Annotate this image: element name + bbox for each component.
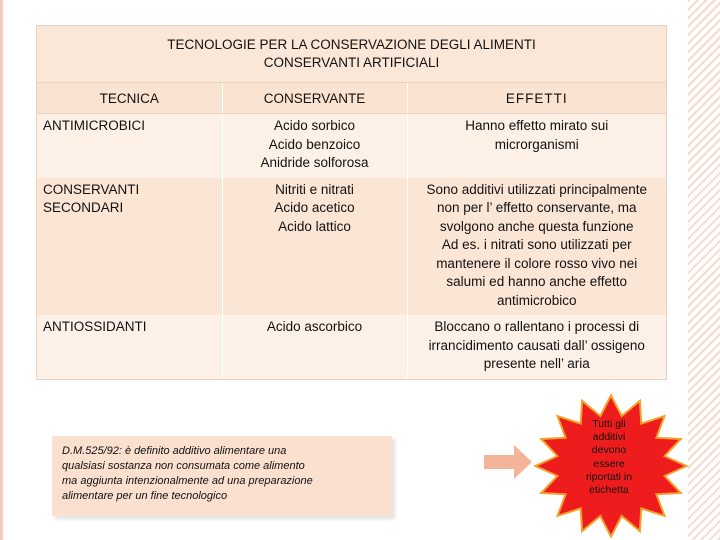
tecnica-cell xyxy=(37,178,222,316)
callout-line: Tutti gli xyxy=(592,418,626,430)
cell-line: Acido acetico xyxy=(274,200,355,215)
callout-line: etichetta xyxy=(589,484,629,497)
cell-line: Acido benzoico xyxy=(268,136,361,152)
definition-line: alimentare per un fine tecnologico xyxy=(62,490,228,502)
definition-line: ma aggiunta intenzionalmente ad una preparazione xyxy=(62,475,313,487)
cell-line: mantenere il colore rosso vivo nei xyxy=(436,255,638,271)
callout-line: additivi xyxy=(592,431,626,444)
cell-line: salumi ed hanno anche effetto xyxy=(446,274,628,289)
header-conservante: CONSERVANTE xyxy=(222,83,407,114)
conservante-cell xyxy=(222,114,407,178)
tecnica-cell xyxy=(37,114,222,178)
callout-line: riportati in xyxy=(585,470,633,483)
table-row xyxy=(37,114,666,178)
definition-box xyxy=(52,436,392,516)
conservante-cell xyxy=(222,315,407,379)
cell-line: Acido ascorbico xyxy=(266,319,363,334)
header-tecnica: TECNICA xyxy=(37,83,222,114)
cell-line: Anidride solforosa xyxy=(260,155,369,170)
table-row xyxy=(37,315,666,379)
cell-line: microrganismi xyxy=(494,136,579,152)
header-row xyxy=(37,83,666,114)
data-table xyxy=(37,83,666,379)
cell-line: CONSERVANTI xyxy=(43,181,140,197)
left-edge-decoration xyxy=(0,0,3,540)
effetti-cell xyxy=(407,114,666,178)
tecnica-cell xyxy=(37,315,222,379)
cell-line: presente nell’ aria xyxy=(483,356,590,371)
conservation-table xyxy=(36,25,667,380)
definition-line: qualsiasi sostanza non consumata come alimento xyxy=(62,460,305,472)
effetti-cell xyxy=(407,315,666,379)
cell-line: Hanno effetto mirato sui xyxy=(465,118,609,133)
table-title xyxy=(37,26,666,83)
title-line-1: TECNOLOGIE PER LA CONSERVAZIONE DEGLI ALIMENTI xyxy=(167,37,536,52)
cell-line: Bloccano o rallentano i processi di xyxy=(434,319,640,334)
cell-line: svolgono anche questa funzione xyxy=(439,218,634,234)
arrow-right-icon xyxy=(484,445,532,479)
cell-line: Nitriti e nitrati xyxy=(275,181,354,197)
callout-text xyxy=(576,418,642,497)
cell-line: SECONDARI xyxy=(43,200,124,215)
table-row xyxy=(37,178,666,316)
cell-line: ANTIOSSIDANTI xyxy=(43,319,147,334)
conservante-cell xyxy=(222,178,407,316)
cell-line: non per l’ effetto conservante, ma xyxy=(436,200,637,215)
effetti-cell xyxy=(407,178,666,316)
title-line-2: CONSERVANTI ARTIFICIALI xyxy=(263,55,440,70)
cell-line: irrancidimento causati dall’ ossigeno xyxy=(428,337,645,353)
cell-line: Sono additivi utilizzati principalmente xyxy=(426,181,648,197)
right-stripe-decoration xyxy=(688,0,720,540)
cell-line: Ad es. i nitrati sono utilizzati per xyxy=(441,237,632,252)
callout-line: essere xyxy=(593,457,625,470)
cell-line: Acido sorbico xyxy=(273,118,356,133)
cell-line: antimicrobico xyxy=(496,292,577,308)
cell-line: ANTIMICROBICI xyxy=(43,118,146,133)
cell-line: Acido lattico xyxy=(278,218,351,234)
callout-line: devono xyxy=(591,444,627,457)
definition-line: D.M.525/92: è definito additivo alimentare una xyxy=(62,445,287,457)
header-effetti: EFFETTI xyxy=(407,83,666,114)
